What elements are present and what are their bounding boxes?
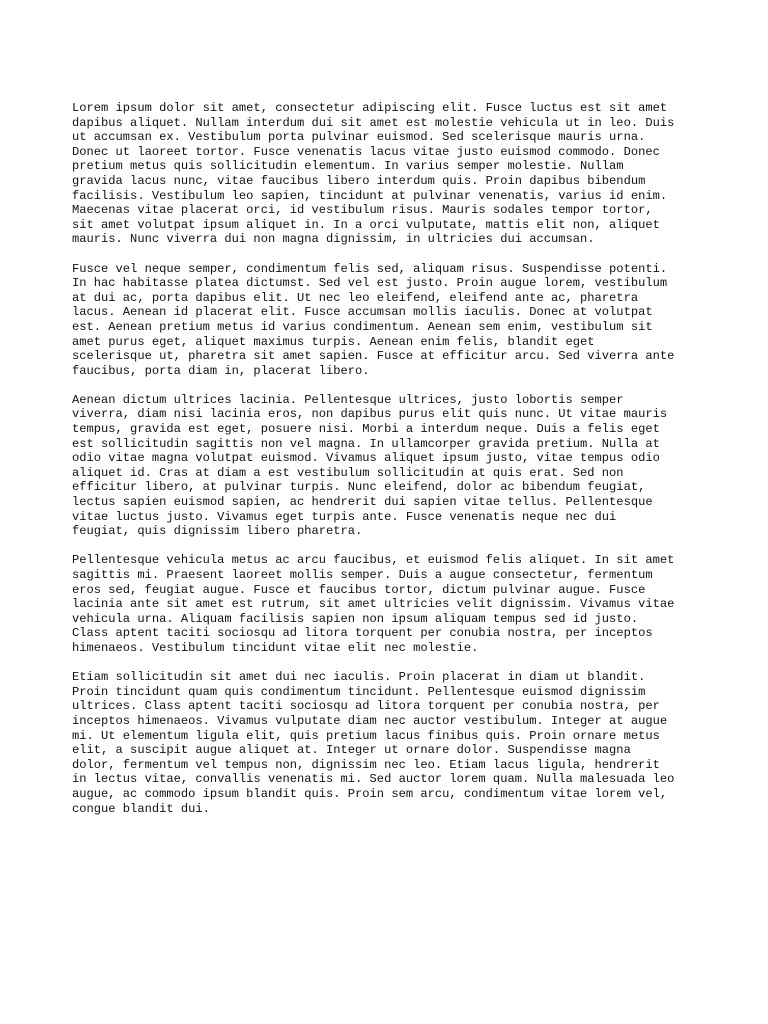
text-line: ut accumsan ex. Vestibulum porta pulvinar euismod. Sed scelerisque mauris urna. bbox=[72, 130, 646, 145]
text-line: aliquet id. Cras at diam a est vestibulum sollicitudin at quis erat. Sed non bbox=[72, 465, 624, 480]
text-line: Class aptent taciti sociosqu ad litora torquent per conubia nostra, per inceptos bbox=[72, 626, 653, 641]
text-line: pretium metus quis sollicitudin elementum. In varius semper molestie. Nullam bbox=[72, 159, 624, 174]
text-line: Maecenas vitae placerat orci, id vestibulum risus. Mauris sodales tempor tortor, bbox=[72, 203, 653, 218]
text-line: dapibus aliquet. Nullam interdum dui sit amet est molestie vehicula ut in leo. Duis bbox=[72, 115, 675, 130]
text-line: In hac habitasse platea dictumst. Sed vel est justo. Proin augue lorem, vestibulum bbox=[72, 276, 668, 291]
text-line: ultrices. Class aptent taciti sociosqu ad litora torquent per conubia nostra, per bbox=[72, 699, 660, 714]
text-line: in lectus vitae, convallis venenatis mi. Sed auctor lorem quam. Nulla malesuada leo bbox=[72, 772, 675, 787]
text-line: lacinia ante sit amet est rutrum, sit amet ultricies velit dignissim. Vivamus vitae bbox=[72, 597, 675, 612]
text-line: at dui ac, porta dapibus elit. Ut nec leo eleifend, eleifend ante ac, pharetra bbox=[72, 290, 639, 305]
text-line: est. Aenean pretium metus id varius condimentum. Aenean sem enim, vestibulum sit bbox=[72, 319, 653, 334]
text-line: amet purus eget, aliquet maximus turpis. Aenean enim felis, blandit eget bbox=[72, 334, 595, 349]
text-line: est sollicitudin sagittis non vel magna. In ullamcorper gravida pretium. Nulla at bbox=[72, 436, 660, 451]
paragraph bbox=[72, 670, 708, 816]
text-line: tempus, gravida est eget, posuere nisi. Morbi a interdum neque. Duis a felis eget bbox=[72, 422, 660, 437]
paragraph bbox=[72, 262, 708, 379]
text-line: sagittis mi. Praesent laoreet mollis semper. Duis a augue consectetur, fermentum bbox=[72, 568, 653, 582]
text-line: Lorem ipsum dolor sit amet, consectetur adipiscing elit. Fusce luctus est sit amet bbox=[72, 101, 668, 115]
text-line: efficitur libero, at pulvinar turpis. Nunc eleifend, dolor ac bibendum feugiat, bbox=[72, 480, 646, 495]
text-line: gravida lacus nunc, vitae faucibus libero interdum quis. Proin dapibus bibendum bbox=[72, 173, 646, 188]
text-line: faucibus, porta diam in, placerat libero. bbox=[72, 363, 370, 378]
text-line: feugiat, quis dignissim libero pharetra. bbox=[72, 524, 363, 539]
text-line: Proin tincidunt quam quis condimentum tincidunt. Pellentesque euismod dignissim bbox=[72, 684, 646, 699]
text-line: mi. Ut elementum ligula elit, quis pretium lacus finibus quis. Proin ornare metus bbox=[72, 728, 660, 743]
text-line: Fusce vel neque semper, condimentum felis sed, aliquam risus. Suspendisse potenti. bbox=[72, 261, 668, 276]
text-line: Etiam sollicitudin sit amet dui nec iaculis. Proin placerat in diam ut blandit. bbox=[72, 670, 646, 685]
text-line: himenaeos. Vestibulum tincidunt vitae elit nec molestie. bbox=[72, 640, 479, 655]
text-line: augue, ac commodo ipsum blandit quis. Proin sem arcu, condimentum vitae lorem vel, bbox=[72, 786, 668, 801]
text-line: eros sed, feugiat augue. Fusce et faucibus tortor, dictum pulvinar augue. Fusce bbox=[72, 582, 646, 597]
text-line: sit amet volutpat ipsum aliquet in. In a orci vulputate, mattis elit non, aliquet bbox=[72, 217, 660, 232]
text-line: congue blandit dui. bbox=[72, 801, 210, 816]
text-line: lectus sapien euismod sapien, ac hendrerit dui sapien vitae tellus. Pellentesque bbox=[72, 495, 653, 510]
paragraph bbox=[72, 393, 708, 539]
text-line: viverra, diam nisi lacinia eros, non dapibus purus elit quis nunc. Ut vitae mauris bbox=[72, 407, 668, 422]
paragraph bbox=[72, 101, 708, 247]
text-line: Donec ut laoreet tortor. Fusce venenatis lacus vitae justo euismod commodo. Donec bbox=[72, 144, 660, 159]
paragraph bbox=[72, 553, 708, 655]
text-line: mauris. Nunc viverra dui non magna dignissim, in ultricies dui accumsan. bbox=[72, 232, 595, 247]
text-line: Aenean dictum ultrices lacinia. Pellentesque ultrices, justo lobortis semper bbox=[72, 392, 624, 407]
document-body bbox=[72, 101, 708, 831]
text-line: inceptos himenaeos. Vivamus vulputate diam nec auctor vestibulum. Integer at augue bbox=[72, 713, 668, 728]
text-line: facilisis. Vestibulum leo sapien, tincidunt at pulvinar venenatis, varius id enim. bbox=[72, 188, 668, 203]
text-line: vitae luctus justo. Vivamus eget turpis ante. Fusce venenatis neque nec dui bbox=[72, 509, 617, 524]
text-line: lacus. Aenean id placerat elit. Fusce accumsan mollis iaculis. Donec at volutpat bbox=[72, 305, 653, 320]
text-line: elit, a suscipit augue aliquet at. Integer ut ornare dolor. Suspendisse magna bbox=[72, 743, 631, 758]
text-line: dolor, fermentum vel tempus non, dignissim nec leo. Etiam lacus ligula, hendrerit bbox=[72, 757, 660, 772]
text-line: odio vitae magna volutpat euismod. Vivamus aliquet ipsum justo, vitae tempus odio bbox=[72, 451, 660, 466]
text-line: vehicula urna. Aliquam facilisis sapien non ipsum aliquam tempus sed id justo. bbox=[72, 611, 639, 626]
text-line: Pellentesque vehicula metus ac arcu faucibus, et euismod felis aliquet. In sit amet bbox=[72, 553, 675, 568]
text-line: scelerisque ut, pharetra sit amet sapien. Fusce at efficitur arcu. Sed viverra ante bbox=[72, 349, 675, 364]
